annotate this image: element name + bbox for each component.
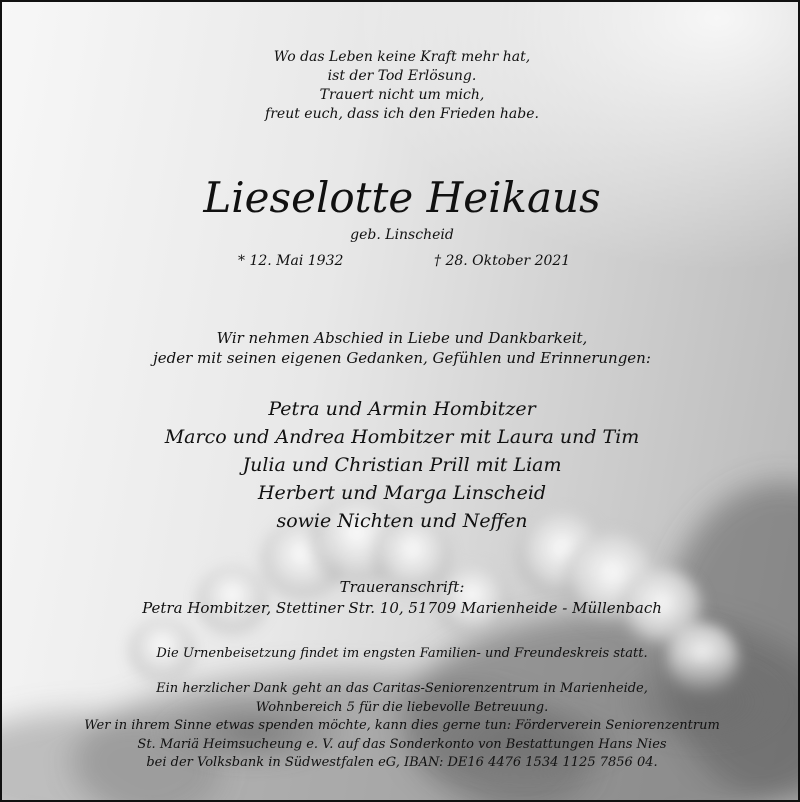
mourners-list [2, 395, 800, 535]
mourner-entry: Herbert und Marga Linscheid [257, 482, 547, 504]
intro-line: jeder mit seinen eigenen Gedanken, Gefühlen und Erinnerungen: [153, 349, 651, 367]
birth-name: geb. Linscheid [350, 227, 454, 243]
thanks-line: Ein herzlicher Dank geht an das Caritas-Seniorenzentrum in Marienheide, [156, 681, 648, 696]
mourner-entry: Julia und Christian Prill mit Liam [242, 454, 562, 476]
address-heading: Traueranschrift: [339, 578, 465, 596]
mourner-entry: sowie Nichten und Neffen [276, 510, 528, 532]
mourner-entry: Petra und Armin Hombitzer [268, 398, 536, 420]
poem [2, 48, 800, 124]
death-date: † 28. Oktober 2021 [434, 253, 571, 269]
farewell-intro [2, 328, 800, 368]
poem-line: Wo das Leben keine Kraft mehr hat, [273, 49, 531, 65]
address-line: Petra Hombitzer, Stettiner Str. 10, 51709 Marienheide - Müllenbach [142, 599, 662, 617]
poem-line: ist der Tod Erlösung. [327, 68, 477, 84]
thanks-line: Wer in ihrem Sinne etwas spenden möchte, kann dies gerne tun: Förderverein Seniorenzentrum [84, 718, 720, 733]
poem-line: freut euch, dass ich den Frieden habe. [265, 106, 539, 122]
thanks-section [2, 680, 800, 773]
burial-note: Die Urnenbeisetzung findet im engsten Familien- und Freundeskreis statt. [156, 646, 648, 661]
poem-line: Trauert nicht um mich, [319, 87, 485, 103]
thanks-line: St. Mariä Heimsucheung e. V. auf das Sonderkonto von Bestattungen Hans Nies [137, 736, 667, 752]
thanks-line: Wohnbereich 5 für die liebevolle Betreuung. [255, 699, 549, 715]
thanks-line: bei der Volksbank in Südwestfalen eG, IBAN: DE16 4476 1534 1125 7856 04. [146, 755, 658, 770]
birth-date: * 12. Mai 1932 [238, 253, 344, 269]
intro-line: Wir nehmen Abschied in Liebe und Dankbarkeit, [216, 329, 588, 347]
mourner-entry: Marco und Andrea Hombitzer mit Laura und Tim [164, 426, 640, 448]
deceased-name: Lieselotte Heikaus [203, 173, 601, 222]
